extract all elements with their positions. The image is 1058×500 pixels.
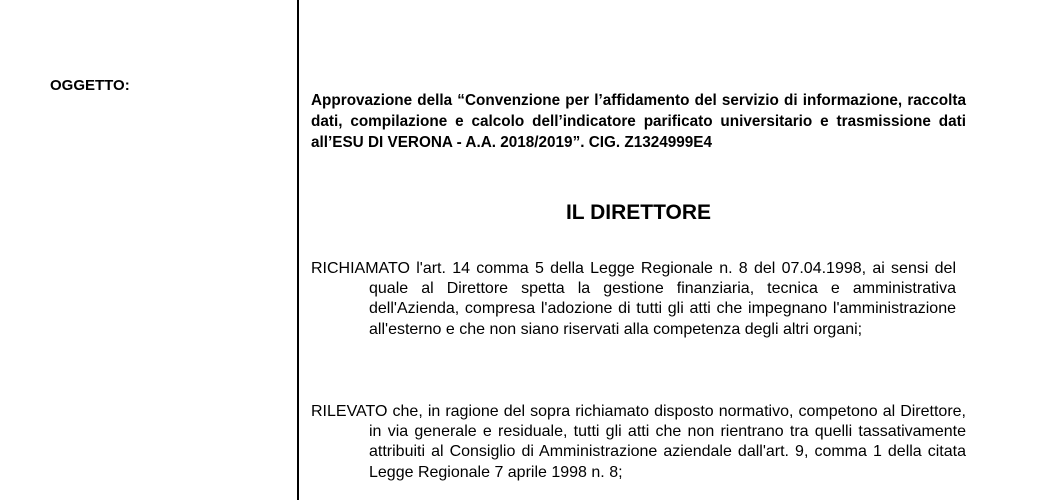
oggetto-text: Approvazione della “Convenzione per l’affidamento del servizio di informazione, raccolta dati, compilazione e calcolo dell’indicatore parificato universitario e trasmissione dati all’ESU DI VERONA - A.A. 2018/2019”. CIG. Z1324999E4 (311, 92, 966, 151)
paragraph-text: che, in ragione del sopra richiamato disposto normativo, competono al Direttore, in via generale e residuale, tutti gli atti che non rientrano tra quelli tassativamente attribuiti al Consiglio di Amministrazione aziendale dall'art. 9, comma 1 della citata Legge Regionale 7 aprile 1998 n. 8; (369, 403, 966, 481)
paragraph-keyword: RICHIAMATO (311, 260, 410, 277)
column-divider (297, 0, 299, 500)
paragraph-rilevato (311, 402, 966, 483)
paragraph-keyword: RILEVATO (311, 403, 388, 420)
paragraph-text: l'art. 14 comma 5 della Legge Regionale n. 8 del 07.04.1998, ai sensi del quale al Direttore spetta la gestione finanziaria, tecnica e amministrativa dell'Azienda, compresa l'adozione di tutti gli atti che impegnano l'amministrazione all'esterno e che non siano riservati alla competenza degli altri organi; (369, 260, 956, 338)
paragraph-richiamato (311, 259, 956, 340)
director-heading: IL DIRETTORE (565, 201, 712, 224)
oggetto-label: OGGETTO: (50, 77, 130, 94)
